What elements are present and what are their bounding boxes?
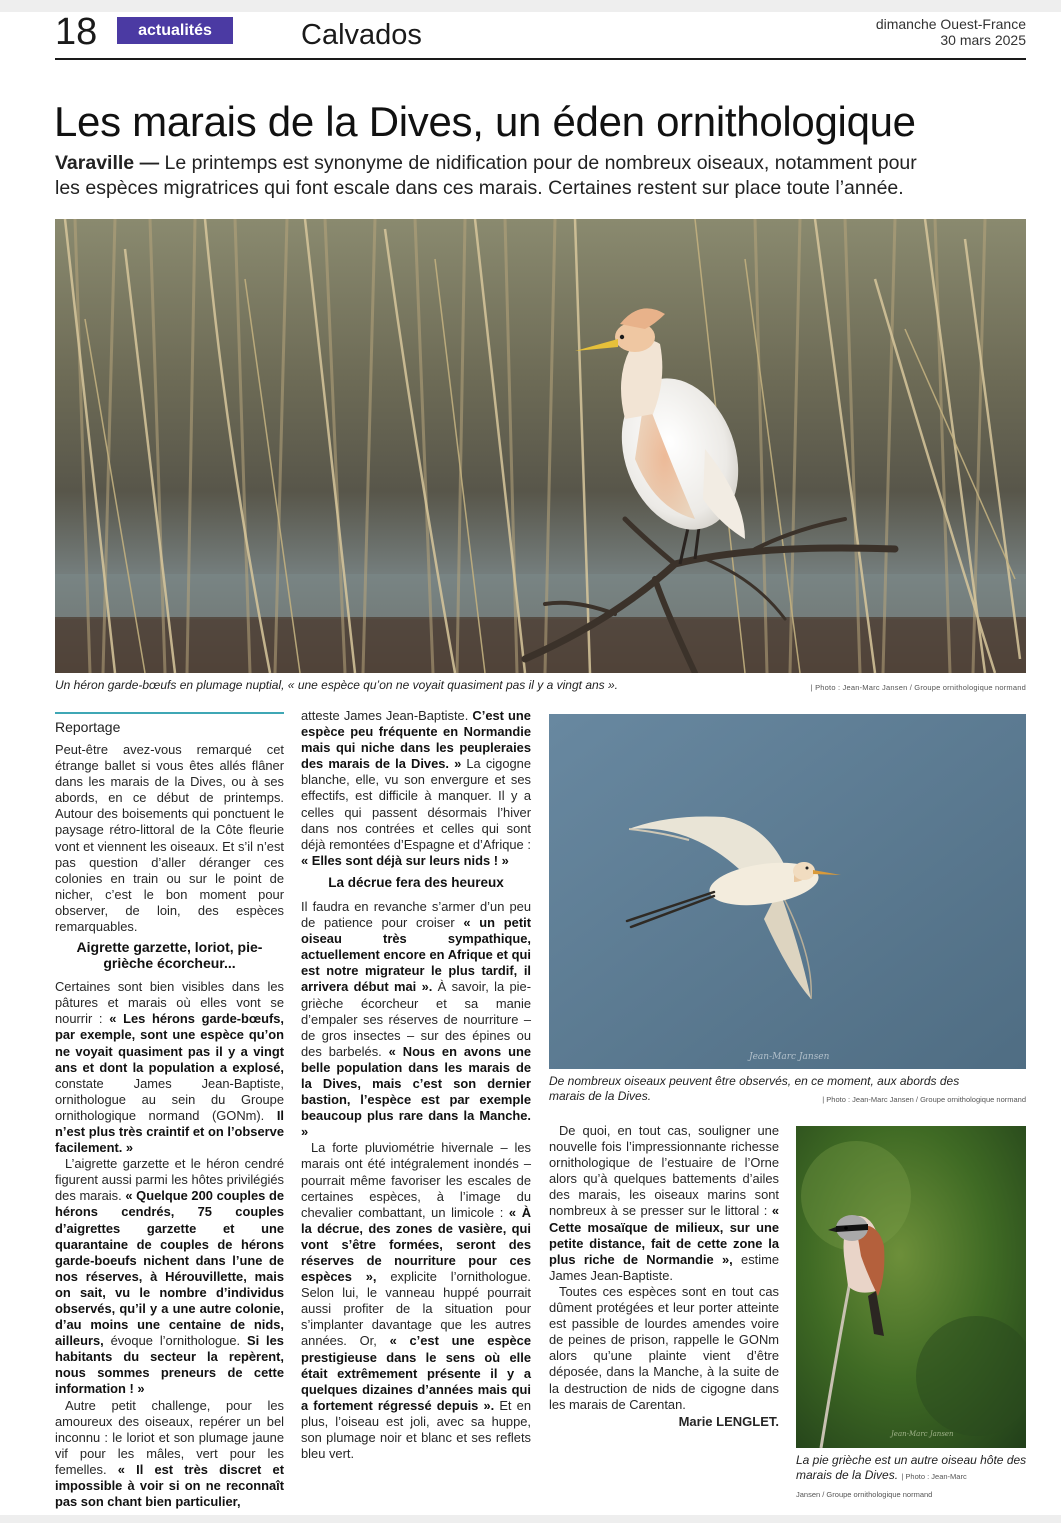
main-photo [55,219,1026,673]
column-1 [55,712,284,1510]
text-run: explicite l’ornithologue. Selon lui, le vanneau huppé pourrait aussi profiter de la situation pour s’implanter davantage que les autres années. Or, [301,1269,531,1349]
text-run: estime James Jean-Baptiste. [549,1251,779,1283]
text-run: Autre petit challenge, pour les amoureux des oiseaux, repérer un bel inconnu : le loriot et son plumage jaune vif pour les mâles, vert pour les femelles. [55,1397,284,1477]
body-paragraph [301,1140,531,1462]
lead-paragraph [55,151,935,201]
text-run: La forte pluviométrie hivernale – les marais ont été intégralement inondés – pourrait même favoriser les escales de certaines espèces, à l’image du chevalier combattant, un limicole : [301,1140,531,1220]
quote-run: « c’est une espèce prestigieuse dans le sens où elle était extrêmement présente il y a quelques dizaines d’années mais qui a fortement régressé depuis ». [301,1333,531,1413]
body-paragraph [301,899,531,1140]
second-photo-credit: | Photo : Jean-Marc Jansen / Groupe ornithologique normand [822,1095,1026,1104]
kicker-label: Reportage [55,712,284,740]
second-photo [549,714,1026,1069]
author-signature: Marie LENGLET. [678,1413,779,1429]
credit-text: | Photo : Jean-Marc [901,1472,967,1481]
quote-run: « Cette mosaïque de milieux, sur une petite distance, fait de cette zone la plus riche de Normandie », [549,1203,779,1267]
photographer-signature: Jean-Marc Jansen [749,1052,830,1062]
quote-run: « Elles sont déjà sur leurs nids ! » [301,852,509,868]
headline: Les marais de la Dives, un éden ornithologique [54,98,916,145]
edition-info [876,16,1026,48]
page-number: 18 [55,11,98,53]
shrike-photo-icon [796,1126,1026,1448]
text-run: La cigogne blanche, elle, vu son envergure et ses effectifs, est difficile à manquer. Il y a celles qui passent désormais l’hiver dans nos contrées et celles qui sont déjà remontées d’Espagne et d’Afrique : [301,756,531,852]
text-run: L’aigrette garzette et le héron cendré figurent aussi parmi les hôtes privilégiés des marais. [55,1156,284,1204]
text-run: De quoi, en tout cas, souligner une nouvelle fois l’impressionnante richesse ornithologique de l’estuaire de l’Orne alors qu’à quelques battements d’ailes des marais, les oiseaux marins sont nombreux à se presser sur le littoral : [549,1123,779,1219]
caption-text: La pie grièche est un autre oiseau hôte des marais de la Dives. [796,1453,1027,1482]
bottom-margin [0,1515,1061,1523]
body-paragraph [301,708,531,869]
main-photo-credit: | Photo : Jean-Marc Jansen / Groupe ornithologique normand [810,683,1026,692]
quote-run: Il n’est plus très craintif et on l’observe facilement. » [55,1107,284,1156]
text-run: Certaines sont bien visibles dans les pâtures et marais où elles vont se nourrir : [55,979,284,1027]
quote-run: « un petit oiseau très sympathique, actuellement encore en Afrique et qui est notre migrateur le plus tardif, il arrivera début mai ». [301,915,531,995]
quote-run: « Il est très discret et impossible à voir si on ne reconnaît pas son chant bien particulier, [55,1461,284,1510]
second-photo-caption: De nombreux oiseaux peuvent être observés, en ce moment, aux abords des marais de la Dives. [549,1074,960,1103]
rubric-badge: actualités [117,17,233,44]
lead-place: Varaville — [55,152,160,174]
text-run: évoque l’ornithologue. [103,1333,247,1349]
edition-name: dimanche Ouest-France [875,16,1026,32]
body-paragraph: Toutes ces espèces sont en tout cas dûment protégées et leur porter atteinte est passible de lourdes amendes voire de peines de prison, rappelle le GONm alors qu’une plainte vient d’être déposée, dans la Manche, à la suite de la destruction de nids de cigogne dans les marais de Carentan. [549,1283,779,1412]
body-paragraph [55,1156,284,1397]
body-paragraph: Peut-être avez-vous remarqué cet étrange ballet si vous êtes allés flâner dans les marais de la Dives, ou à ses abords, en ce début de printemps. Autour des boisements qui ponctuent le paysage rétro-littoral de la Côte fleurie vont et viennent les oiseaux. Et s’il n’est pas question d’aller déranger ces colonies en train ou sur le point de nicher, c’est le bon moment pour observer, de loin, des espèces remarquables. [55,742,284,935]
header-rule [55,58,1026,60]
third-photo-credit: Jansen / Groupe ornithologique normand [796,1490,933,1499]
text-run: Il faudra en revanche s’armer d’un peu de patience pour croiser [301,898,531,931]
quote-run: C’est une espèce peu fréquente en Normandie mais qui niche dans les peupleraies des marais de la Dives. » [301,708,531,772]
subheading-1: Aigrette garzette, loriot, pie-grièche écorcheur... [76,939,263,972]
quote-run: « Nous en avons une belle population dans les marais de la Dives, mais c’est son dernier bastion, l’espèce est par exemple beaucoup plus rare dans la Manche. » [301,1043,531,1140]
quote-run: « Les hérons garde-bœufs, par exemple, sont une espèce qu’on ne voyait quasiment pas il y a vingt ans et dont la population a explosé, [55,1011,284,1075]
text-run: atteste James Jean-Baptiste. [301,708,473,723]
subheading-2: La décrue fera des heureux [328,874,504,890]
column-3 [549,1123,779,1430]
body-paragraph [55,979,284,1156]
body-paragraph [549,1123,779,1284]
main-photo-caption: Un héron garde-bœufs en plumage nuptial, « une espèce qu’on ne voyait quasiment pas il y a vingt ans ». [55,678,619,692]
heron-photo-icon [55,219,1026,673]
text-run: Et en plus, l’oiseau est joli, avec sa huppe, son plumage noir et blanc et ses reflets bleu vert. [301,1397,531,1462]
third-photo-caption [796,1453,1028,1484]
body-paragraph [55,1398,284,1511]
section-title: Calvados [301,19,422,51]
quote-run: Si les habitants du secteur la repèrent, nous sommes preneurs de cette information ! » [55,1333,284,1397]
quote-run: « Quelque 200 couples de hérons cendrés, 75 couples d’aigrettes garzette et une quarantaine de couples de hérons garde-boeufs nichent dans l’une de nos réserves, à Hérouvillette, mais on sait, vu le nombre d’individus observés, qu’il y a une autre colonie, d’au moins une centaine de nids, ailleurs, [55,1188,284,1349]
edition-date: 30 mars 2025 [940,32,1026,48]
lead-text: Le printemps est synonyme de nidification pour de nombreux oiseaux, notamment pour les espèces migratrices qui font escale dans ces marais. Certaines restent sur place toute l’année. [55,152,917,199]
text-run: À savoir, la pie-grièche écorcheur et sa manie d’empaler ses réserves de nourriture – de gros insectes – sur des épines ou des barbelés. [301,979,531,1059]
flying-egret-photo-icon [549,714,1026,1069]
column-2 [301,708,531,1462]
quote-run: « À la décrue, des zones de vasière, qui vont s’être formées, seront des réserves de nourriture pour ces espèces », [301,1204,531,1285]
text-run: constate James Jean-Baptiste, ornithologue au sein du Groupe ornithologique normand (GONm). [55,1075,284,1123]
photographer-signature: Jean-Marc Jansen [891,1430,954,1438]
top-margin [0,0,1061,12]
third-photo [796,1126,1026,1448]
